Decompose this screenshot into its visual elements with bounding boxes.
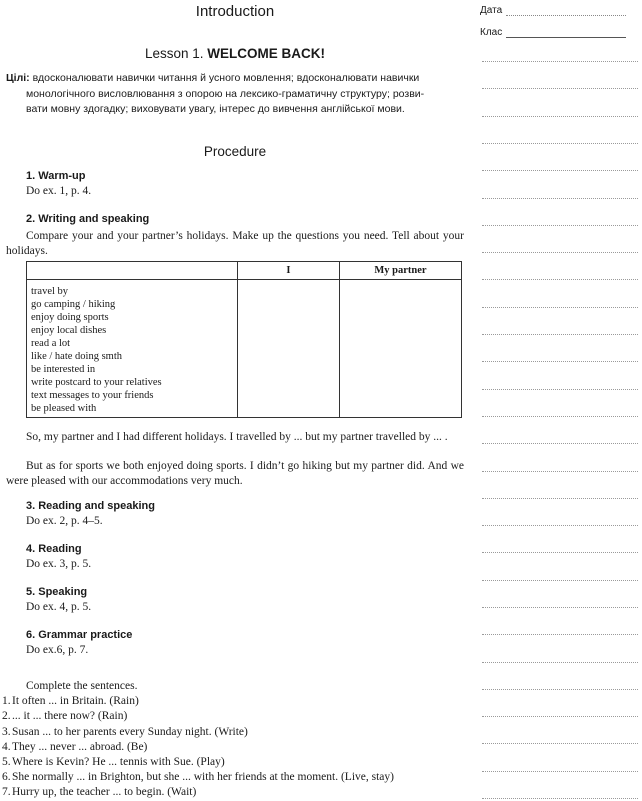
section-heading: 4. Reading: [26, 543, 82, 555]
note-line[interactable]: [482, 498, 638, 499]
item-text: ... it ... there now? (Rain): [12, 710, 128, 723]
item-number: 4.: [2, 740, 11, 753]
goals-line-3: вати мовну здогадку; виховувати увагу, інтерес до вивчення англійської мови.: [26, 103, 405, 115]
phrase: travel by: [31, 286, 69, 297]
item-number: 3.: [2, 725, 11, 738]
exercise-item: [2, 755, 464, 770]
section-text: Do ex. 4, p. 5.: [26, 601, 92, 613]
note-line[interactable]: [482, 743, 638, 744]
exercise-item: [2, 694, 464, 709]
phrases-cell: [27, 280, 238, 418]
section-heading: 2. Writing and speaking: [26, 213, 150, 225]
note-line[interactable]: [482, 771, 638, 772]
note-line[interactable]: [482, 198, 638, 199]
note-line[interactable]: [482, 443, 638, 444]
phrase: text messages to your friends: [31, 390, 154, 401]
section-text: Do ex. 2, p. 4–5.: [26, 515, 103, 527]
note-line[interactable]: [482, 471, 638, 472]
note-line[interactable]: [482, 662, 638, 663]
writing-task-text: Compare your and your partner’s holidays. Make up the questions you need. Tell about your holidays.: [6, 230, 464, 257]
goals-line-1: вдосконалювати навички читання й усного мовлення; вдосконалювати навички: [32, 72, 420, 84]
table-header-row: [27, 262, 462, 280]
phrase: go camping / hiking: [31, 299, 116, 310]
holidays-table: [26, 261, 462, 418]
section-text: [6, 229, 464, 259]
sample-text-2: But as for sports we both enjoyed doing sports. I didn’t go hiking but my partner did. And we were pleased with our accommodations very much.: [6, 460, 464, 487]
note-line[interactable]: [482, 116, 638, 117]
item-number: 2.: [2, 710, 11, 723]
note-line[interactable]: [482, 607, 638, 608]
class-field[interactable]: [480, 27, 626, 38]
phrase: enjoy local dishes: [31, 325, 107, 336]
section-heading: 6. Grammar practice: [26, 629, 133, 641]
note-line[interactable]: [482, 61, 638, 62]
note-line[interactable]: [482, 252, 638, 253]
item-text: They ... never ... abroad. (Be): [12, 740, 148, 753]
exercise-instruction: Complete the sentences.: [26, 680, 138, 692]
note-line[interactable]: [482, 552, 638, 553]
note-line[interactable]: [482, 689, 638, 690]
note-line[interactable]: [482, 798, 638, 799]
item-text: She normally ... in Brighton, but she ... with her friends at the moment. (Live, stay): [12, 771, 394, 784]
note-line[interactable]: [482, 307, 638, 308]
section-text: Do ex.6, p. 7.: [26, 644, 89, 656]
phrase: enjoy doing sports: [31, 312, 109, 323]
lesson-goals: [6, 71, 464, 118]
note-line[interactable]: [482, 525, 638, 526]
chapter-title: Introduction: [195, 3, 275, 20]
item-number: 7.: [2, 786, 11, 799]
procedure-title: Procedure: [203, 144, 267, 159]
phrase: like / hate doing smth: [31, 351, 122, 362]
item-number: 6.: [2, 771, 11, 784]
section-heading: 3. Reading and speaking: [26, 500, 155, 512]
exercise-item: [2, 740, 464, 755]
phrase: read a lot: [31, 338, 71, 349]
exercise-item: [2, 785, 464, 800]
item-number: 5.: [2, 756, 11, 769]
date-line[interactable]: [506, 5, 626, 16]
sample-paragraph-2: [6, 459, 464, 489]
grammar-exercise: [2, 679, 464, 801]
phrase: be pleased with: [31, 403, 97, 414]
lesson-title: [0, 46, 470, 61]
note-line[interactable]: [482, 279, 638, 280]
item-text: Hurry up, the teacher ... to begin. (Wait): [12, 786, 197, 799]
section-heading: 5. Speaking: [26, 586, 88, 598]
table-header-cell: I: [237, 262, 339, 280]
section-text: Do ex. 1, p. 4.: [26, 185, 92, 197]
note-line[interactable]: [482, 716, 638, 717]
note-line[interactable]: [482, 634, 638, 635]
table-header-cell: My partner: [339, 262, 461, 280]
note-line[interactable]: [482, 143, 638, 144]
note-line[interactable]: [482, 416, 638, 417]
date-field[interactable]: [480, 5, 626, 16]
note-line[interactable]: [482, 170, 638, 171]
my-answers-cell[interactable]: [237, 280, 339, 418]
table-row: [27, 280, 462, 418]
exercise-item: [2, 725, 464, 740]
section-heading: 1. Warm-up: [26, 170, 86, 182]
note-line[interactable]: [482, 225, 638, 226]
class-line[interactable]: [506, 27, 626, 38]
item-number: 1.: [2, 695, 11, 708]
item-text: It often ... in Britain. (Rain): [12, 695, 139, 708]
partner-answers-cell[interactable]: [339, 280, 461, 418]
date-label: Дата: [480, 5, 503, 16]
sample-paragraph-1: [6, 430, 464, 445]
item-text: Where is Kevin? He ... tennis with Sue. (Play): [12, 756, 225, 769]
lesson-name: WELCOME BACK!: [207, 46, 326, 61]
goals-label: Цілі:: [6, 72, 30, 84]
item-text: Susan ... to her parents every Sunday night. (Write): [12, 725, 248, 738]
note-line[interactable]: [482, 88, 638, 89]
exercise-item: [2, 709, 464, 724]
class-label: Клас: [480, 27, 503, 38]
section-text: Do ex. 3, p. 5.: [26, 558, 92, 570]
note-line[interactable]: [482, 334, 638, 335]
goals-line-2: монологічного висловлювання з опорою на лексико-граматичну структуру; розви-: [26, 87, 425, 100]
table-header-cell: [27, 262, 238, 280]
phrase: be interested in: [31, 364, 96, 375]
note-line[interactable]: [482, 580, 638, 581]
lesson-number: Lesson 1.: [144, 46, 204, 61]
sample-text-1: So, my partner and I had different holidays. I travelled by ... but my partner travelled by ... .: [26, 431, 448, 443]
note-line[interactable]: [482, 389, 638, 390]
exercise-item: [2, 770, 464, 785]
phrase: write postcard to your relatives: [31, 377, 162, 388]
note-line[interactable]: [482, 361, 638, 362]
